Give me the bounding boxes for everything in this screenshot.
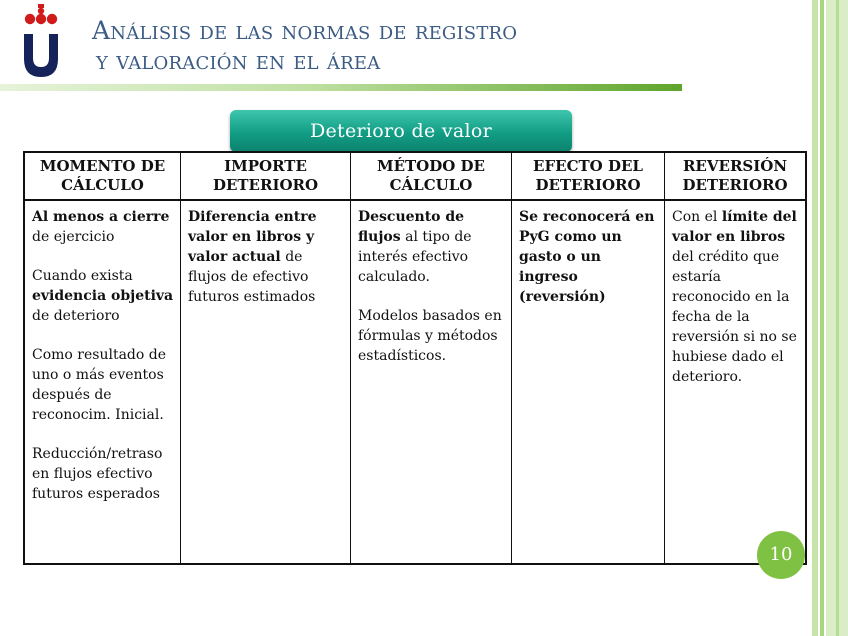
cell-efecto-deterioro <box>512 201 665 563</box>
bold-text: Diferencia entre valor en libros y valor actual <box>188 209 317 265</box>
university-logo-icon <box>18 4 64 80</box>
cell-paragraph <box>188 207 344 307</box>
cell-text: de ejercicio <box>32 229 115 245</box>
decor-stripe <box>812 0 818 636</box>
page-number: 10 <box>757 531 805 579</box>
slide-title-line-1: Análisis de las normas de registro <box>92 16 518 45</box>
cell-paragraph <box>32 207 174 247</box>
decor-stripe <box>836 0 839 636</box>
cell-text: de deterioro <box>32 308 120 324</box>
cell-text: del crédito que estaría reconocido en la fecha de la reversión si no se hubiese dado el deterioro. <box>672 249 797 385</box>
cell-text: al tipo de interés efectivo calculado. <box>358 229 472 285</box>
cell-paragraph <box>519 207 658 307</box>
cell-text: Cuando exista <box>32 268 133 284</box>
cell-text: de flujos de efectivo futuros estimados <box>188 249 316 305</box>
title-underline <box>0 84 682 91</box>
header-efecto-deterioro: EFECTO DEL DETERIORO <box>512 153 665 199</box>
cell-paragraph <box>672 207 799 387</box>
cell-metodo-calculo <box>351 201 512 563</box>
bold-text: Se reconocerá en PyG como un gasto o un ingreso (reversión) <box>519 209 655 305</box>
cell-paragraph <box>32 266 174 326</box>
cell-paragraph: Reducción/retraso en flujos efectivo futuros esperados <box>32 446 163 502</box>
cell-reversion-deterioro <box>665 201 805 563</box>
table-row <box>25 201 805 563</box>
decor-stripe <box>820 0 824 636</box>
cell-paragraph: Modelos basados en fórmulas y métodos estadísticos. <box>358 308 502 364</box>
cell-importe-deterioro <box>181 201 351 563</box>
bold-text: límite del valor en libros <box>672 209 797 245</box>
header-reversion-deterioro: REVERSIÓN DETERIORO <box>682 157 788 194</box>
slide-title <box>92 16 517 76</box>
header-importe-deterioro: IMPORTE DETERIORO <box>181 153 351 199</box>
cell-paragraph: Como resultado de uno o más eventos después de reconocim. Inicial. <box>32 347 167 423</box>
bold-text: Descuento de flujos <box>358 209 465 245</box>
slide-title-line-2: y valoración en el área <box>96 46 381 75</box>
bold-text: evidencia objetiva <box>32 288 174 304</box>
impairment-table <box>23 151 807 565</box>
cell-text: Con el <box>672 209 722 225</box>
section-banner: Deterioro de valor <box>230 110 572 152</box>
header-momento-calculo: MOMENTO DE CÁLCULO <box>25 153 181 199</box>
bold-text: Al menos a cierre <box>32 209 170 225</box>
cell-paragraph <box>358 207 505 287</box>
header-metodo-calculo: MÉTODO DE CÁLCULO <box>351 153 512 199</box>
table-header-row <box>25 153 805 201</box>
cell-momento-calculo <box>25 201 181 563</box>
